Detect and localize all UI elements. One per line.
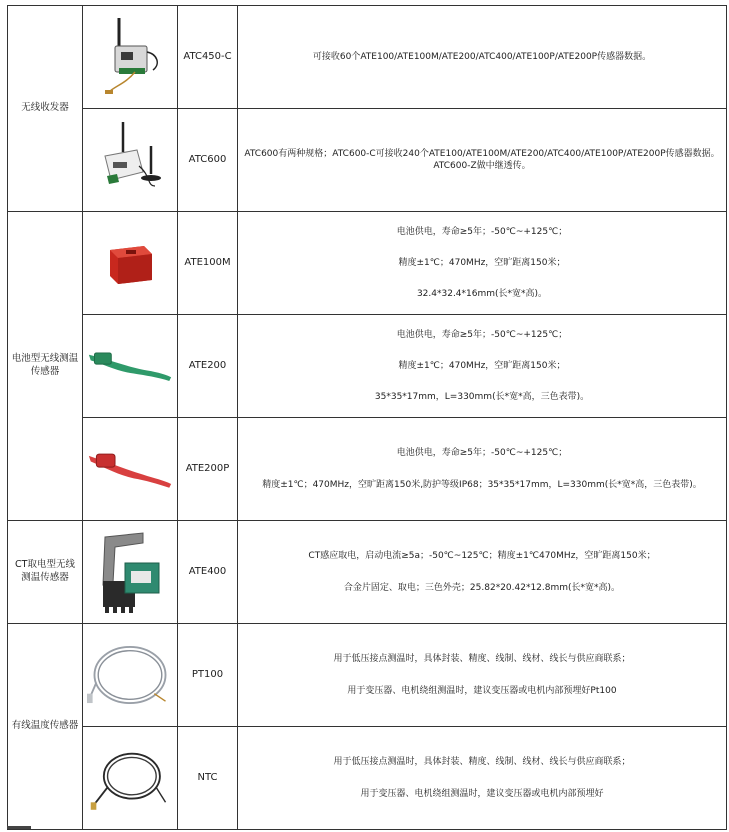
- product-image-atc450: [83, 6, 178, 109]
- table-row: [8, 109, 727, 212]
- model-name: ATE100M: [184, 257, 231, 269]
- model-cell: [178, 6, 238, 109]
- model-name: ATC450-C: [183, 51, 232, 63]
- description-line: 电池供电，寿命≥5年；-50℃~+125℃；: [396, 329, 568, 340]
- description-line: 32.4*32.4*16mm(长*宽*高)。: [416, 289, 548, 300]
- model-name: NTC: [197, 772, 218, 784]
- model-name: ATE200: [188, 360, 227, 372]
- product-image-ate100m: [83, 212, 178, 315]
- description-line: ATC600有两种规格；ATC600-C可接收240个ATE100/ATE100M/ATE200/ATC400/ATE100P/ATE200P传感器数据。ATC600-Z做中继透传。: [244, 148, 720, 171]
- description-line: 可接收60个ATE100/ATE100M/ATE200/ATC400/ATE100P/ATE200P传感器数据。: [312, 51, 652, 62]
- description-line: 合金片固定、取电；三色外壳；25.82*20.42*12.8mm(长*宽*高)。: [343, 582, 621, 593]
- description-cell: [238, 418, 727, 521]
- description-cell: [238, 6, 727, 109]
- category-battery-sensor: [8, 212, 83, 521]
- model-cell: [178, 109, 238, 212]
- model-name: PT100: [191, 669, 224, 681]
- description-line: 精度±1℃；470MHz，空旷距离150米；: [398, 257, 566, 268]
- description-cell: [238, 315, 727, 418]
- product-image-ate400: [83, 521, 178, 624]
- table-row: [8, 418, 727, 521]
- description-cell: [238, 109, 727, 212]
- description-cell: [238, 727, 727, 830]
- atc450-module-icon: [95, 12, 165, 102]
- table-row: [8, 212, 727, 315]
- model-cell: [178, 315, 238, 418]
- table-row: [8, 315, 727, 418]
- description-line: 用于低压接点测温时，具体封装、精度、线制、线材、线长与供应商联系；: [333, 654, 631, 665]
- product-image-ntc: [83, 727, 178, 830]
- model-cell: [178, 212, 238, 315]
- description-cell: [238, 521, 727, 624]
- table-row: [8, 6, 727, 109]
- model-cell: [178, 624, 238, 727]
- category-label: CT取电型无线测温传感器: [15, 559, 75, 583]
- description-line: 用于低压接点测温时，具体封装、精度、线制、线材、线长与供应商联系；: [333, 757, 631, 768]
- category-label: 电池型无线测温传感器: [11, 353, 79, 377]
- category-ct-sensor: [8, 521, 83, 624]
- description-line: 用于变压器、电机绕组测温时，建议变压器或电机内部预埋好Pt100: [347, 685, 617, 696]
- product-image-pt100: [83, 624, 178, 727]
- category-wireless-transceiver: [8, 6, 83, 212]
- product-image-ate200p: [83, 418, 178, 521]
- product-spec-table: [7, 5, 727, 830]
- table-row: [8, 624, 727, 727]
- atc600-box-icon: [93, 116, 168, 204]
- model-name: ATE400: [188, 566, 227, 578]
- ate400-clamp-icon: [91, 527, 169, 617]
- pt100-cable-icon: [87, 635, 173, 715]
- table-row: [8, 727, 727, 830]
- category-label: 无线收发器: [21, 102, 69, 114]
- model-cell: [178, 727, 238, 830]
- description-line: 精度±1℃；470MHz，空旷距离150米；: [398, 360, 566, 371]
- description-line: 35*35*17mm，L=330mm(长*宽*高，三色表带)。: [374, 392, 590, 403]
- ntc-cable-icon: [87, 738, 173, 818]
- category-label: 有线温度传感器: [11, 720, 79, 732]
- model-name: ATC600: [188, 154, 227, 166]
- description-cell: [238, 624, 727, 727]
- table-row: [8, 521, 727, 624]
- description-line: CT感应取电，启动电流≥5a；-50℃~125℃；精度±1℃470MHz，空旷距离150米；: [308, 551, 656, 562]
- model-cell: [178, 521, 238, 624]
- ate200p-strap-icon: [87, 447, 173, 491]
- description-line: 电池供电，寿命≥5年；-50℃~+125℃；: [396, 226, 568, 237]
- ate100m-block-icon: [100, 238, 160, 288]
- description-cell: [238, 212, 727, 315]
- model-name: ATE200P: [185, 463, 230, 475]
- product-image-atc600: [83, 109, 178, 212]
- description-line: 用于变压器、电机绕组测温时，建议变压器或电机内部预埋好: [360, 788, 604, 799]
- category-wired-sensor: [8, 624, 83, 830]
- description-line: 精度±1℃；470MHz，空旷距离150米,防护等级IP68；35*35*17mm，L=330mm(长*宽*高，三色表带)。: [262, 479, 702, 490]
- product-image-ate200: [83, 315, 178, 418]
- footer-fragment: [7, 826, 31, 829]
- description-line: 电池供电，寿命≥5年；-50℃~+125℃；: [396, 448, 568, 459]
- ate200-strap-icon: [87, 346, 173, 386]
- model-cell: [178, 418, 238, 521]
